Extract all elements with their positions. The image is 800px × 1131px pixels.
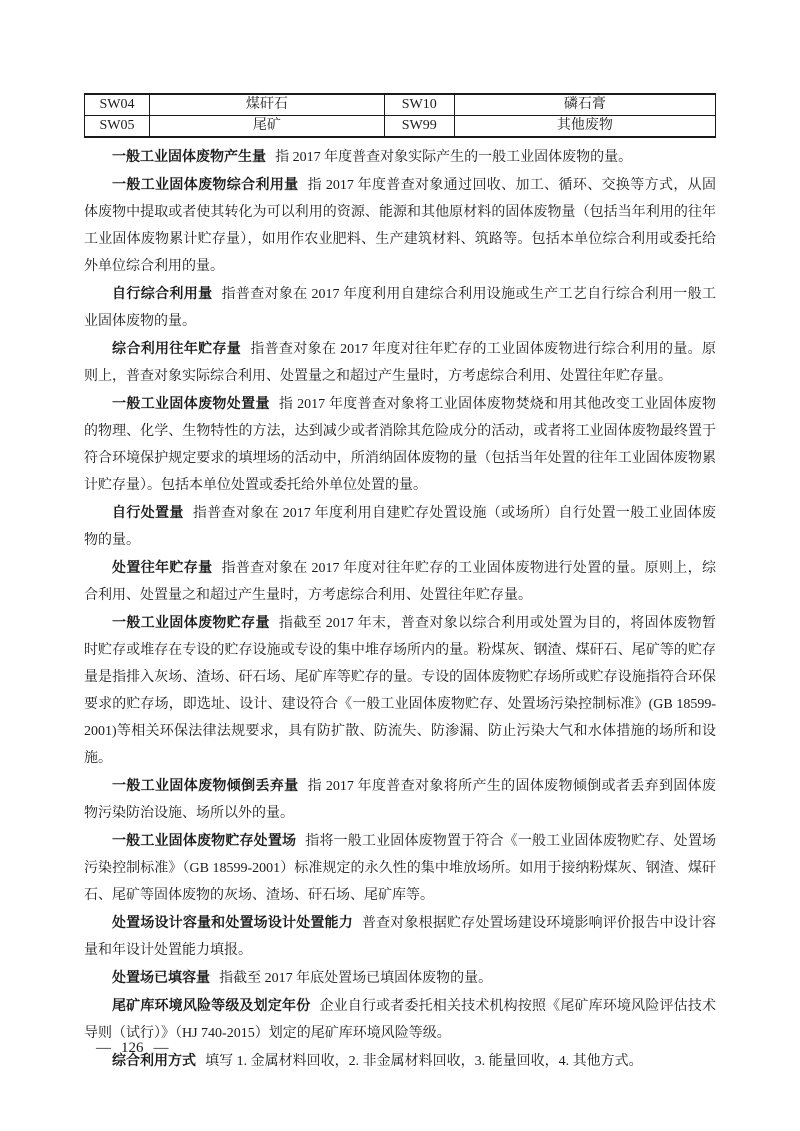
- definition-text: 指普查对象在 2017 年度利用自建贮存处置设施（或场所）自行处置一般工业固体废物的量。: [84, 506, 717, 548]
- definition-term: 一般工业固体废物贮存处置场: [112, 832, 297, 848]
- definition-text: 指普查对象在 2017 年度对往年贮存的工业固体废物进行综合利用的量。原则上，普查对象实际综合利用、处置量之和超过产生量时，方考虑综合利用、处置往年贮存量。: [84, 342, 717, 384]
- definition-paragraph: [84, 1047, 716, 1075]
- waste-name-cell: 尾矿: [149, 116, 384, 138]
- table-row: [85, 94, 716, 116]
- waste-name-cell: 其他废物: [454, 116, 715, 138]
- definition-paragraph: [84, 280, 716, 335]
- waste-code-cell: SW05: [85, 116, 150, 138]
- definition-text: 指 2017 年度普查对象将工业固体废物焚烧和用其他改变工业固体废物的物理、化学、生物特性的方法，达到减少或者消除其危险成分的活动，或者将工业固体废物最终置于符合环境保护规定要求的填埋场的活动中，所消纳固体废物的量（包括当年处置的往年工业固体废物累计贮存量）。包括本单位处置或委托给外单位处置的量。: [84, 397, 717, 493]
- definition-paragraph: [84, 964, 716, 992]
- definition-paragraph: [84, 992, 716, 1047]
- definition-text: 指截至 2017 年末，普查对象以综合利用或处置为目的，将固体废物暂时贮存或堆存在专设的贮存设施或专设的集中堆存场所内的量。粉煤灰、钢渣、煤矸石、尾矿等的贮存量是指排入灰场、渣场、矸石场、尾矿库等贮存的量。专设的固体废物贮存场所或贮存设施指符合环保要求的贮存场，即选址、设计、建设符合《一般工业固体废物贮存、处置场污染控制标准》(GB 18599-2001)等相关环保法律法规要求，具有防扩散、防流失、防渗漏、防止污染大气和水体措施的场所和设施。: [84, 616, 717, 766]
- waste-code-cell: SW04: [85, 94, 150, 116]
- definition-paragraph: [84, 609, 716, 772]
- definition-paragraph: [84, 143, 716, 171]
- definition-term: 一般工业固体废物综合利用量: [112, 176, 299, 192]
- definition-paragraph: [84, 499, 716, 554]
- definition-term: 自行处置量: [112, 504, 184, 520]
- definition-text: 指将一般工业固体废物置于符合《一般工业固体废物贮存、处置场污染控制标准》（GB 18599-2001）标准规定的永久性的集中堆放场所。如用于接纳粉煤灰、钢渣、煤矸石、尾矿等固体废物的灰场、渣场、矸石场、尾矿库等。: [84, 834, 717, 903]
- page-footer: [86, 1038, 179, 1058]
- page-content: [84, 93, 716, 1075]
- definition-term: 综合利用往年贮存量: [112, 340, 242, 356]
- waste-code-cell: SW10: [384, 94, 454, 116]
- definition-paragraph: [84, 554, 716, 609]
- definition-text: 指 2017 年度普查对象将所产生的固体废物倾倒或者丢弃到固体废物污染防治设施、场所以外的量。: [84, 779, 717, 821]
- definition-text: 普查对象根据贮存处置场建设环境影响评价报告中设计容量和年设计处置能力填报。: [84, 916, 717, 958]
- definition-paragraph: [84, 390, 716, 499]
- definition-text: 指普查对象在 2017 年度对往年贮存的工业固体废物进行处置的量。原则上，综合利用、处置量之和超过产生量时，方考虑综合利用、处置往年贮存量。: [84, 561, 717, 603]
- waste-name-cell: 煤矸石: [149, 94, 384, 116]
- definitions-section: [84, 143, 716, 1075]
- definition-term: 一般工业固体废物贮存量: [112, 614, 270, 630]
- definition-term: 自行综合利用量: [112, 285, 213, 301]
- definition-term: 尾矿库环境风险等级及划定年份: [112, 997, 311, 1013]
- definition-text: 指 2017 年度普查对象实际产生的一般工业固体废物的量。: [275, 150, 633, 165]
- definition-term: 处置往年贮存量: [112, 559, 213, 575]
- waste-name-cell: 磷石膏: [454, 94, 715, 116]
- definition-term: 一般工业固体废物倾倒丢弃量: [112, 777, 299, 793]
- definition-paragraph: [84, 772, 716, 827]
- definition-term: 综合利用方式: [112, 1052, 196, 1068]
- definition-paragraph: [84, 909, 716, 964]
- footer-dash-right: —: [153, 1040, 169, 1056]
- definition-paragraph: [84, 827, 716, 909]
- definition-text: 指普查对象在 2017 年度利用自建综合利用设施或生产工艺自行综合利用一般工业固体废物的量。: [84, 287, 717, 329]
- footer-dash-left: —: [96, 1040, 111, 1056]
- definition-term: 处置场设计容量和处置场设计处置能力: [112, 914, 353, 930]
- definition-paragraph: [84, 171, 716, 280]
- definition-term: 一般工业固体废物产生量: [112, 148, 266, 164]
- definition-term: 一般工业固体废物处置量: [112, 395, 270, 411]
- table-row: [85, 116, 716, 138]
- waste-code-table: [84, 93, 716, 138]
- definition-text: 指 2017 年度普查对象通过回收、加工、循环、交换等方式，从固体废物中提取或者使其转化为可以利用的资源、能源和其他原材料的固体废物量（包括当年利用的往年工业固体废物累计贮存量），如用作农业肥料、生产建筑材料、筑路等。包括本单位综合利用或委托给外单位综合利用的量。: [84, 178, 717, 274]
- definition-text: 指截至 2017 年底处置场已填固体废物的量。: [219, 971, 493, 986]
- page-number: 126: [121, 1040, 144, 1056]
- definition-term: 处置场已填容量: [112, 969, 210, 985]
- definition-paragraph: [84, 335, 716, 390]
- waste-code-cell: SW99: [384, 116, 454, 138]
- definition-text: 填写 1. 金属材料回收，2. 非金属材料回收，3. 能量回收，4. 其他方式。: [205, 1054, 643, 1069]
- definition-text: 企业自行或者委托相关技术机构按照《尾矿库环境风险评估技术导则（试行）》（HJ 740-2015）划定的尾矿库环境风险等级。: [84, 999, 716, 1041]
